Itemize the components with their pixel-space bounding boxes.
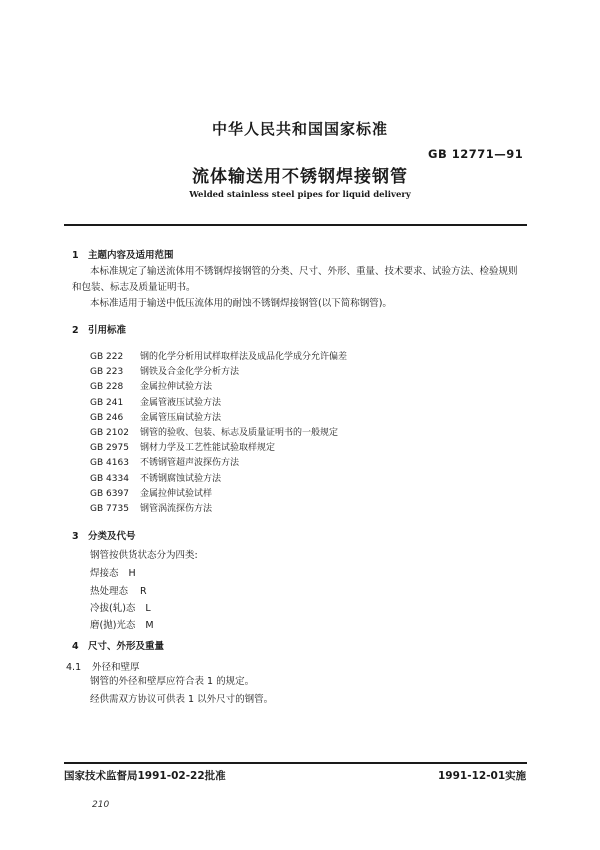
implementation-date: 1991-12-01实施 [438, 770, 527, 782]
section-1-title: 主题内容及适用范围 [88, 250, 174, 261]
header-divider [64, 224, 527, 226]
ref-item [90, 487, 347, 502]
section-3-intro: 钢管按供货状态分为四类: [90, 550, 198, 561]
section-2-number: 2 [72, 325, 79, 336]
ref-title: 金属拉伸试验方法 [140, 382, 213, 393]
ref-title: 金属拉伸试验试样 [140, 488, 213, 499]
section-3-heading [72, 528, 136, 542]
ref-title: 钢管涡流探伤方法 [140, 503, 213, 514]
section-1-number: 1 [72, 250, 79, 261]
subsection-4-1-title: 外径和壁厚 [92, 662, 140, 673]
class-code: M [145, 620, 154, 631]
class-label: 磨(抛)光态 [90, 620, 136, 631]
class-item [90, 583, 147, 597]
section-4-paragraph-1: 钢管的外径和壁厚应符合表 1 的规定。 [90, 676, 255, 687]
ref-title: 钢的化学分析用试样取样法及成品化学成分允许偏差 [140, 352, 348, 362]
class-item [90, 565, 136, 579]
ref-code: GB 2975 [90, 443, 129, 454]
ref-code: GB 223 [90, 367, 124, 378]
class-item [90, 617, 154, 631]
section-1-paragraph-1-line-1: 本标准规定了输送流体用不锈钢焊接钢管的分类、尺寸、外形、重量、技术要求、试验方法、检验规则 [90, 266, 518, 277]
section-3-number: 3 [72, 531, 79, 542]
section-1-paragraph-1-line-2: 和包装、标志及质量证明书。 [72, 282, 196, 293]
english-title: Welded stainless steel pipes for liquid delivery [189, 190, 411, 200]
section-4-number: 4 [72, 641, 79, 652]
ref-code: GB 6397 [90, 488, 129, 499]
section-4-title: 尺寸、外形及重量 [88, 641, 165, 652]
class-code: R [140, 586, 147, 597]
section-4-heading [72, 638, 164, 652]
ref-title: 钢管的验收、包装、标志及质量证明书的一般规定 [140, 427, 339, 438]
ref-item [90, 350, 347, 365]
class-code: L [145, 603, 151, 614]
ref-title: 钢铁及合金化学分析方法 [140, 367, 240, 378]
subsection-4-1-heading [66, 659, 140, 673]
ref-item [90, 456, 347, 471]
referenced-standards-list [90, 350, 347, 517]
ref-title: 金属管压扁试验方法 [140, 412, 222, 423]
section-1-paragraph-2: 本标准适用于输送中低压流体用的耐蚀不锈钢焊接钢管(以下简称钢管)。 [90, 298, 392, 309]
page-number: 210 [92, 800, 110, 810]
ref-item [90, 472, 347, 487]
ref-code: GB 228 [90, 382, 124, 393]
ref-title: 不锈钢管超声波探伤方法 [140, 458, 240, 469]
section-1-heading [72, 247, 174, 261]
issuing-country-title: 中华人民共和国国家标准 [211, 120, 388, 138]
ref-item [90, 441, 347, 456]
class-label: 焊接态 [90, 568, 119, 579]
approval-statement: 国家技术监督局1991-02-22批准 [64, 770, 226, 782]
class-label: 热处理态 [90, 586, 129, 597]
ref-title: 钢材力学及工艺性能试验取样规定 [140, 443, 276, 454]
ref-code: GB 2102 [90, 427, 129, 438]
subsection-4-1-number: 4.1 [66, 662, 82, 673]
document-title: 流体输送用不锈钢焊接钢管 [192, 167, 408, 187]
class-code: H [128, 568, 136, 579]
standard-code: GB 12771—91 [428, 147, 524, 161]
ref-item [90, 411, 347, 426]
section-3-title: 分类及代号 [88, 531, 136, 542]
ref-item [90, 365, 347, 380]
ref-code: GB 4334 [90, 473, 129, 484]
ref-item [90, 380, 347, 395]
ref-code: GB 222 [90, 352, 124, 362]
section-2-heading [72, 322, 126, 336]
ref-code: GB 4163 [90, 458, 129, 469]
ref-title: 金属管液压试验方法 [140, 397, 222, 408]
class-label: 冷拔(轧)态 [90, 603, 136, 614]
ref-code: GB 241 [90, 397, 124, 408]
section-2-title: 引用标准 [88, 325, 127, 336]
ref-item [90, 396, 347, 411]
ref-item [90, 426, 347, 441]
footer-divider [64, 762, 527, 764]
ref-code: GB 7735 [90, 503, 129, 514]
ref-item [90, 502, 347, 517]
ref-title: 不锈钢腐蚀试验方法 [140, 473, 222, 484]
class-item [90, 600, 151, 614]
section-4-paragraph-2: 经供需双方协议可供表 1 以外尺寸的钢管。 [90, 694, 274, 705]
ref-code: GB 246 [90, 412, 124, 423]
